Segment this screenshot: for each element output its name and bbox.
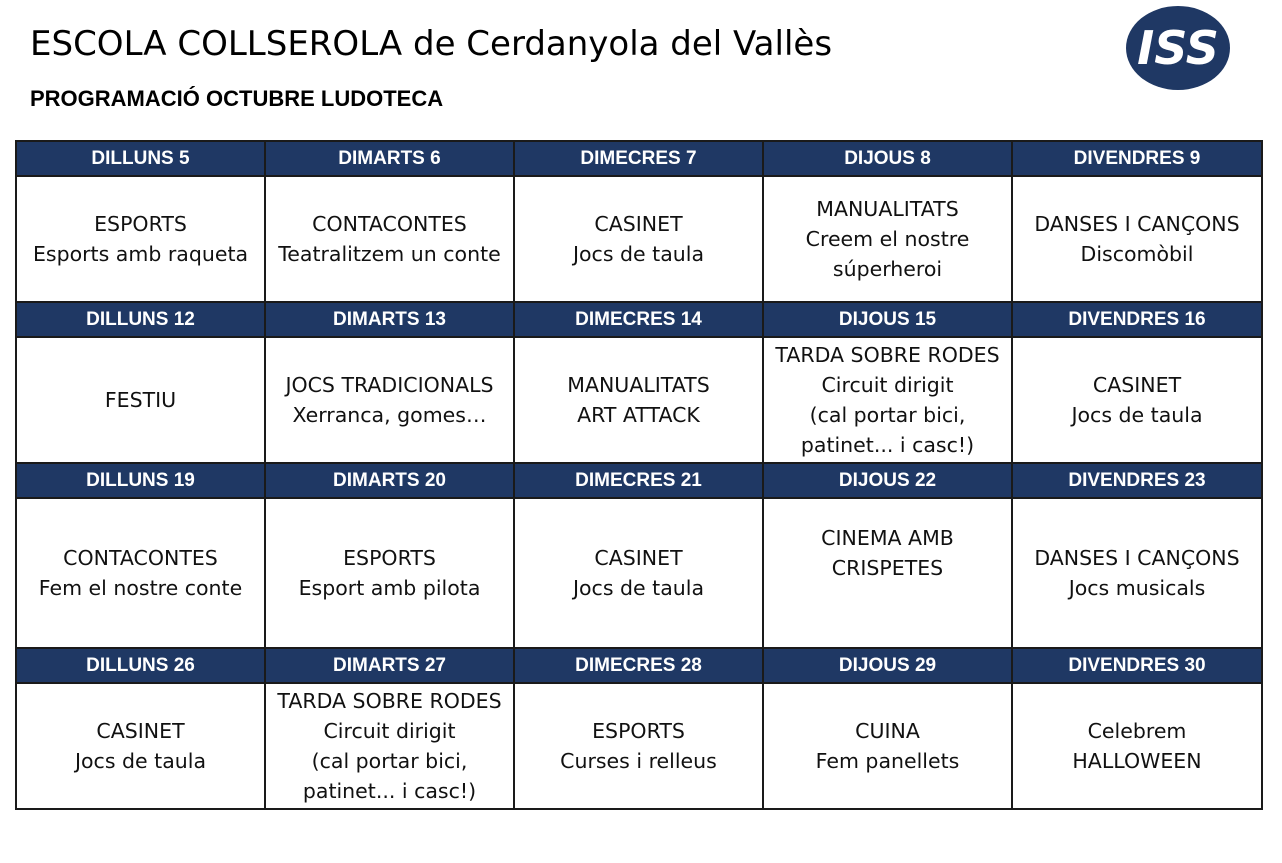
activity-detail: Circuit dirigit [821,373,954,397]
activity-detail: (cal portar bici, [809,403,966,427]
day-header: DIVENDRES 16 [1012,302,1262,337]
activity-cell [16,498,265,648]
day-header: DIMECRES 21 [514,463,763,498]
activity-detail: Fem el nostre conte [38,576,243,600]
day-header: DILLUNS 12 [16,302,265,337]
activity-row [16,176,1262,302]
activity-detail: Fem panellets [815,749,960,773]
activity-detail: (cal portar bici, [311,749,468,773]
activity-detail: Teatralitzem un conte [278,242,501,266]
activity-title: HALLOWEEN [1072,749,1202,773]
activity-detail: Jocs de taula [572,576,705,600]
activity-title: CASINET [1092,373,1182,397]
activity-detail: Circuit dirigit [323,719,456,743]
activity-cell [514,683,763,809]
activity-cell [514,337,763,463]
day-header: DIVENDRES 9 [1012,141,1262,176]
activity-cell [1012,337,1262,463]
day-header: DIVENDRES 30 [1012,648,1262,683]
day-header-row [16,648,1262,683]
activity-cell [514,498,763,648]
activity-title: ESPORTS [343,546,436,570]
activity-detail: ART ATTACK [577,403,700,427]
day-header: DIVENDRES 23 [1012,463,1262,498]
logo-text: ISS [1137,21,1219,75]
activity-row [16,337,1262,463]
activity-cell [16,176,265,302]
activity-detail: Jocs de taula [572,242,705,266]
day-header-row [16,302,1262,337]
activity-cell [1012,176,1262,302]
activity-cell [16,683,265,809]
activity-detail: Creem el nostre [805,227,970,251]
activity-title: CONTACONTES [312,212,467,236]
activity-title: CRISPETES [831,556,944,580]
activity-title: CASINET [594,212,683,236]
activity-row [16,683,1262,809]
activity-title: DANSES I CANÇONS [1034,212,1240,236]
activity-title: CONTACONTES [63,546,218,570]
day-header: DIJOUS 15 [763,302,1012,337]
activity-cell [763,337,1012,463]
activity-title: MANUALITATS [567,373,710,397]
activity-detail: Jocs de taula [74,749,207,773]
day-header: DIMECRES 7 [514,141,763,176]
day-header: DILLUNS 26 [16,648,265,683]
activity-detail: Esport amb pilota [298,576,481,600]
activity-cell [265,176,514,302]
day-header-row [16,141,1262,176]
day-header-row [16,463,1262,498]
activity-title: CUINA [855,719,920,743]
activity-cell [16,337,265,463]
day-header: DIMARTS 13 [265,302,514,337]
activity-title: ESPORTS [94,212,187,236]
activity-cell [265,498,514,648]
activity-cell [1012,683,1262,809]
day-header: DIMARTS 20 [265,463,514,498]
activity-title: DANSES I CANÇONS [1034,546,1240,570]
activity-detail: Esports amb raqueta [32,242,249,266]
schedule-table [15,140,1263,810]
activity-title: FESTIU [104,388,177,412]
activity-title: JOCS TRADICIONALS [285,373,494,397]
activity-cell [265,337,514,463]
activity-title: MANUALITATS [816,197,959,221]
activity-cell [265,683,514,809]
day-header: DILLUNS 5 [16,141,265,176]
day-header: DIMARTS 6 [265,141,514,176]
activity-detail: Curses i relleus [560,749,717,773]
activity-detail: Jocs musicals [1068,576,1206,600]
activity-detail: Discomòbil [1080,242,1194,266]
activity-title: CASINET [96,719,185,743]
day-header: DIJOUS 8 [763,141,1012,176]
page-subtitle: PROGRAMACIÓ OCTUBRE LUDOTECA [30,86,444,111]
activity-title: ESPORTS [592,719,685,743]
day-header: DILLUNS 19 [16,463,265,498]
page-title: ESCOLA COLLSEROLA de Cerdanyola del Vallès [30,24,833,64]
activity-detail: súperheroi [832,257,943,281]
activity-detail: patinet... i casc!) [302,779,477,803]
activity-detail: Jocs de taula [1071,403,1203,427]
activity-row [16,498,1262,648]
activity-title: TARDA SOBRE RODES [775,343,1000,367]
day-header: DIJOUS 29 [763,648,1012,683]
iss-logo [1124,4,1232,92]
activity-cell [1012,498,1262,648]
activity-title: CASINET [594,546,683,570]
activity-title: CINEMA AMB [821,526,954,550]
day-header: DIMARTS 27 [265,648,514,683]
activity-detail: Xerranca, gomes… [292,403,487,427]
activity-title: TARDA SOBRE RODES [277,689,502,713]
activity-cell [763,498,1012,648]
activity-title: Celebrem [1087,719,1187,743]
day-header: DIMECRES 28 [514,648,763,683]
day-header: DIMECRES 14 [514,302,763,337]
day-header: DIJOUS 22 [763,463,1012,498]
activity-cell [514,176,763,302]
activity-detail: patinet... i casc!) [800,433,975,457]
activity-cell [763,683,1012,809]
activity-cell [763,176,1012,302]
